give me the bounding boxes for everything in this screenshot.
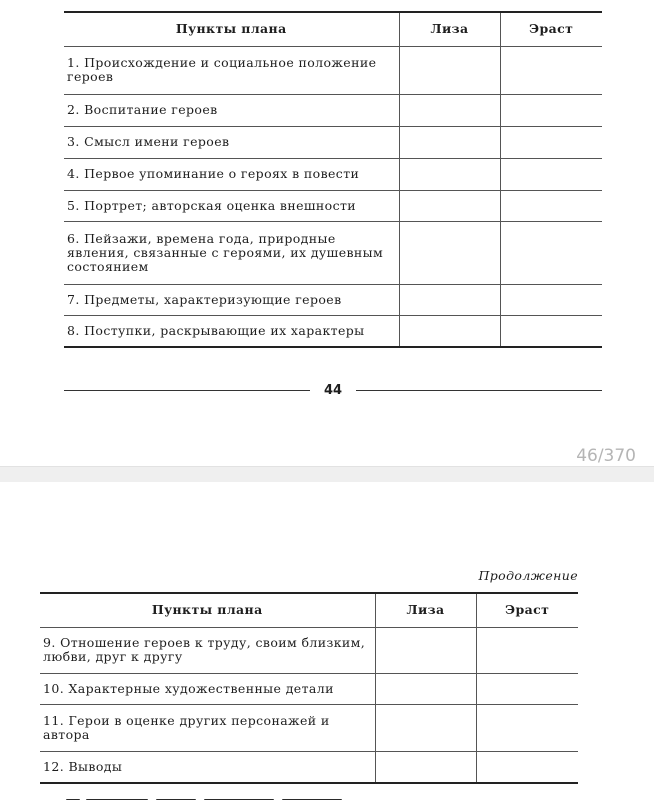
liza-cell (375, 751, 476, 783)
liza-cell (399, 221, 500, 284)
header-erast: Эраст (476, 593, 578, 627)
clipped-text-line (66, 790, 366, 800)
plan-item: 11. Герои в оценке других персонажей и автора (40, 704, 375, 751)
table-row (64, 315, 602, 347)
erast-cell (500, 94, 602, 126)
liza-cell (375, 627, 476, 673)
page-counter: 46/370 (576, 446, 636, 466)
continuation-label: Продолжение (478, 568, 578, 583)
plan-item: 4. Первое упоминание о героях в повести (64, 158, 399, 190)
erast-cell (476, 673, 578, 704)
erast-cell (500, 46, 602, 94)
erast-cell (476, 751, 578, 783)
header-liza: Лиза (399, 12, 500, 46)
liza-cell (399, 126, 500, 158)
header-liza: Лиза (375, 593, 476, 627)
plan-item: 9. Отношение героев к труду, своим близким, любви, друг к другу (40, 627, 375, 673)
plan-item: 5. Портрет; авторская оценка внешности (64, 190, 399, 221)
erast-cell (500, 190, 602, 221)
table-row (64, 158, 602, 190)
plan-item: 12. Выводы (40, 751, 375, 783)
table-row (40, 673, 578, 704)
plan-item: 8. Поступки, раскрывающие их характеры (64, 315, 399, 347)
erast-cell (500, 315, 602, 347)
table-row (40, 751, 578, 783)
plan-table-page-44 (64, 11, 602, 348)
table-header-row (64, 12, 602, 46)
table-row (64, 46, 602, 94)
header-erast: Эраст (500, 12, 602, 46)
table-header-row (40, 593, 578, 627)
table-row (64, 284, 602, 315)
erast-cell (500, 158, 602, 190)
plan-table-continued (40, 592, 578, 784)
erast-cell (476, 627, 578, 673)
liza-cell (399, 46, 500, 94)
liza-cell (399, 284, 500, 315)
table-row (64, 190, 602, 221)
liza-cell (375, 673, 476, 704)
liza-cell (399, 158, 500, 190)
liza-cell (399, 190, 500, 221)
plan-item: 10. Характерные художественные детали (40, 673, 375, 704)
page-number: 44 (310, 381, 356, 401)
plan-item: 7. Предметы, характеризующие героев (64, 284, 399, 315)
table-row (64, 94, 602, 126)
table-row (64, 221, 602, 284)
plan-item: 2. Воспитание героев (64, 94, 399, 126)
liza-cell (375, 704, 476, 751)
table-row (40, 627, 578, 673)
erast-cell (476, 704, 578, 751)
plan-item: 1. Происхождение и социальное положение героев (64, 46, 399, 94)
plan-item: 3. Смысл имени героев (64, 126, 399, 158)
erast-cell (500, 284, 602, 315)
header-plan-items: Пункты плана (40, 593, 375, 627)
table-row (64, 126, 602, 158)
page-separator (0, 466, 654, 483)
table-row (40, 704, 578, 751)
liza-cell (399, 94, 500, 126)
erast-cell (500, 221, 602, 284)
header-plan-items: Пункты плана (64, 12, 399, 46)
plan-item: 6. Пейзажи, времена года, природные явления, связанные с героями, их душевным состоянием (64, 221, 399, 284)
erast-cell (500, 126, 602, 158)
liza-cell (399, 315, 500, 347)
